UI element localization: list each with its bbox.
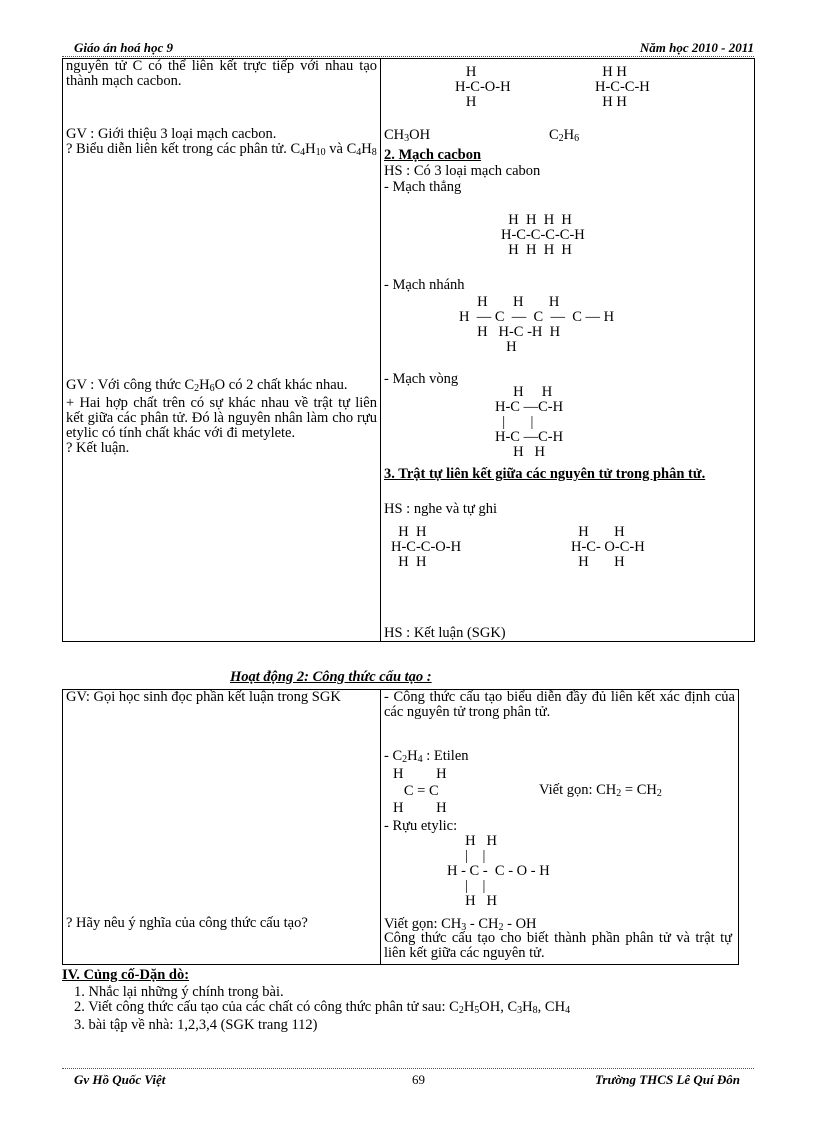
ethylene-short-formula: Viết gọn: $CH_2 = CH_2$: [539, 782, 662, 799]
header-right: Năm học 2010 - 2011: [639, 40, 754, 55]
ethylene-label: - $C_2H_4$ : Etilen: [384, 748, 469, 765]
ethane-formula: $C_2H_6$: [549, 127, 580, 144]
ethylene-structure: H H C = C H H: [393, 766, 447, 816]
paragraph-carbon-chain: nguyên tử C có thể liên kết trực tiếp với nhau tạo thành mạch cacbon.: [66, 58, 377, 89]
header-rule: [62, 56, 754, 57]
ethane-structure: H H H-C-C-H H H: [595, 64, 650, 110]
lesson-table-2: [62, 689, 739, 965]
footer-author: Gv Hồ Quốc Việt: [74, 1072, 166, 1087]
straight-chain-structure: H H H H H-C-C-C-C-H H H H H: [501, 212, 585, 258]
list-item: 3. bài tập về nhà: 1,2,3,4 (SGK trang 112): [74, 1017, 318, 1033]
branched-chain-structure: H H H H — C — C — C — H H H-C -H H H: [459, 294, 615, 355]
question-read-conclusion: GV: Gọi học sinh đọc phần kết luận trong SGK: [66, 689, 341, 705]
footer-school: Trường THCS Lê Quí Đôn: [594, 1072, 740, 1087]
paragraph-intro-chains: GV : Giới thiệu 3 loại mạch cacbon.: [66, 126, 277, 142]
heading-bond-order: 3. Trật tự liên kết giữa các nguyên tử trong phân tử.: [384, 466, 706, 482]
homework-list: [74, 985, 570, 1033]
hs-three-chains: HS : Có 3 loại mạch cabon: [384, 163, 541, 179]
label-straight-chain: - Mạch thẳng: [384, 179, 462, 195]
methanol-structure: H H-C-O-H H: [455, 64, 511, 110]
header-left: Giáo án hoá học 9: [74, 40, 173, 55]
meaning-answer: Công thức cấu tạo cho biết thành phần phân tử và trật tự liên kết giữa các nguyên tử.: [384, 930, 732, 961]
paragraph-conclusion-q: ? Kết luận.: [66, 440, 130, 456]
ethanol-short-formula: Viết gọn: $CH_3 - CH_2$ - OH: [384, 916, 537, 933]
list-item: 1. Nhắc lại những ý chính trong bài.: [74, 984, 284, 1000]
heading-carbon-chain: 2. Mạch cacbon: [384, 147, 482, 163]
hs-listen-write: HS : nghe và tự ghi: [384, 501, 497, 517]
definition-structural-formula: - Công thức cấu tạo biểu diễn đầy đủ liên kết xác định của các nguyên tử trong phân tử.: [384, 689, 735, 720]
paragraph-represent-bonds: ? Biểu diễn liên kết trong các phân tử. $C_4H_{10}$ và $C_4H_8$: [66, 141, 377, 158]
ethanol-structure: H H H-C-C-O-H H H: [391, 524, 462, 570]
methanol-formula: $CH_3OH$: [384, 127, 431, 144]
ethanol-structure-2: H H | | H - C - C - O - H | | H H: [447, 833, 550, 909]
teacher-column-2: [63, 690, 381, 965]
question-meaning: ? Hãy nêu ý nghĩa của công thức cấu tạo?: [66, 915, 308, 931]
paragraph-c2h6o: GV : Với công thức $C_2H_6O$ có 2 chất khác nhau.: [66, 377, 348, 394]
label-ring-chain: - Mạch vòng: [384, 371, 459, 387]
student-column-2: [381, 690, 739, 965]
ethanol-label: - Rựu etylic:: [384, 818, 458, 834]
hs-conclusion: HS : Kết luận (SGK): [384, 625, 506, 641]
list-item: 2. Viết công thức cấu tạo của các chất có công thức phân tử sau: $C_2H_5OH$, $C_3H_8$, $CH_4$: [74, 999, 571, 1016]
student-column-1: [381, 59, 755, 642]
lesson-table-1: [62, 58, 755, 642]
ring-chain-structure: H H H-C —C-H | | H-C —C-H H H: [495, 384, 564, 460]
footer-rule: [62, 1068, 754, 1069]
page-number: 69: [412, 1072, 425, 1087]
activity-2-heading: Hoạt động 2: Công thức cấu tạo :: [230, 669, 432, 685]
teacher-column-1: [63, 59, 381, 642]
label-branched-chain: - Mạch nhánh: [384, 277, 465, 293]
dimethyl-ether-structure: H H H-C- O-C-H H H: [571, 524, 645, 570]
section-4-title: IV. Củng cố-Dặn dò:: [62, 967, 190, 983]
paragraph-difference: + Hai hợp chất trên có sự khác nhau về trật tự liên kết giữa các phân tử. Đó là nguyên nhân làm cho rựu etylic có tính chất khác với đi metylete.: [66, 395, 377, 441]
